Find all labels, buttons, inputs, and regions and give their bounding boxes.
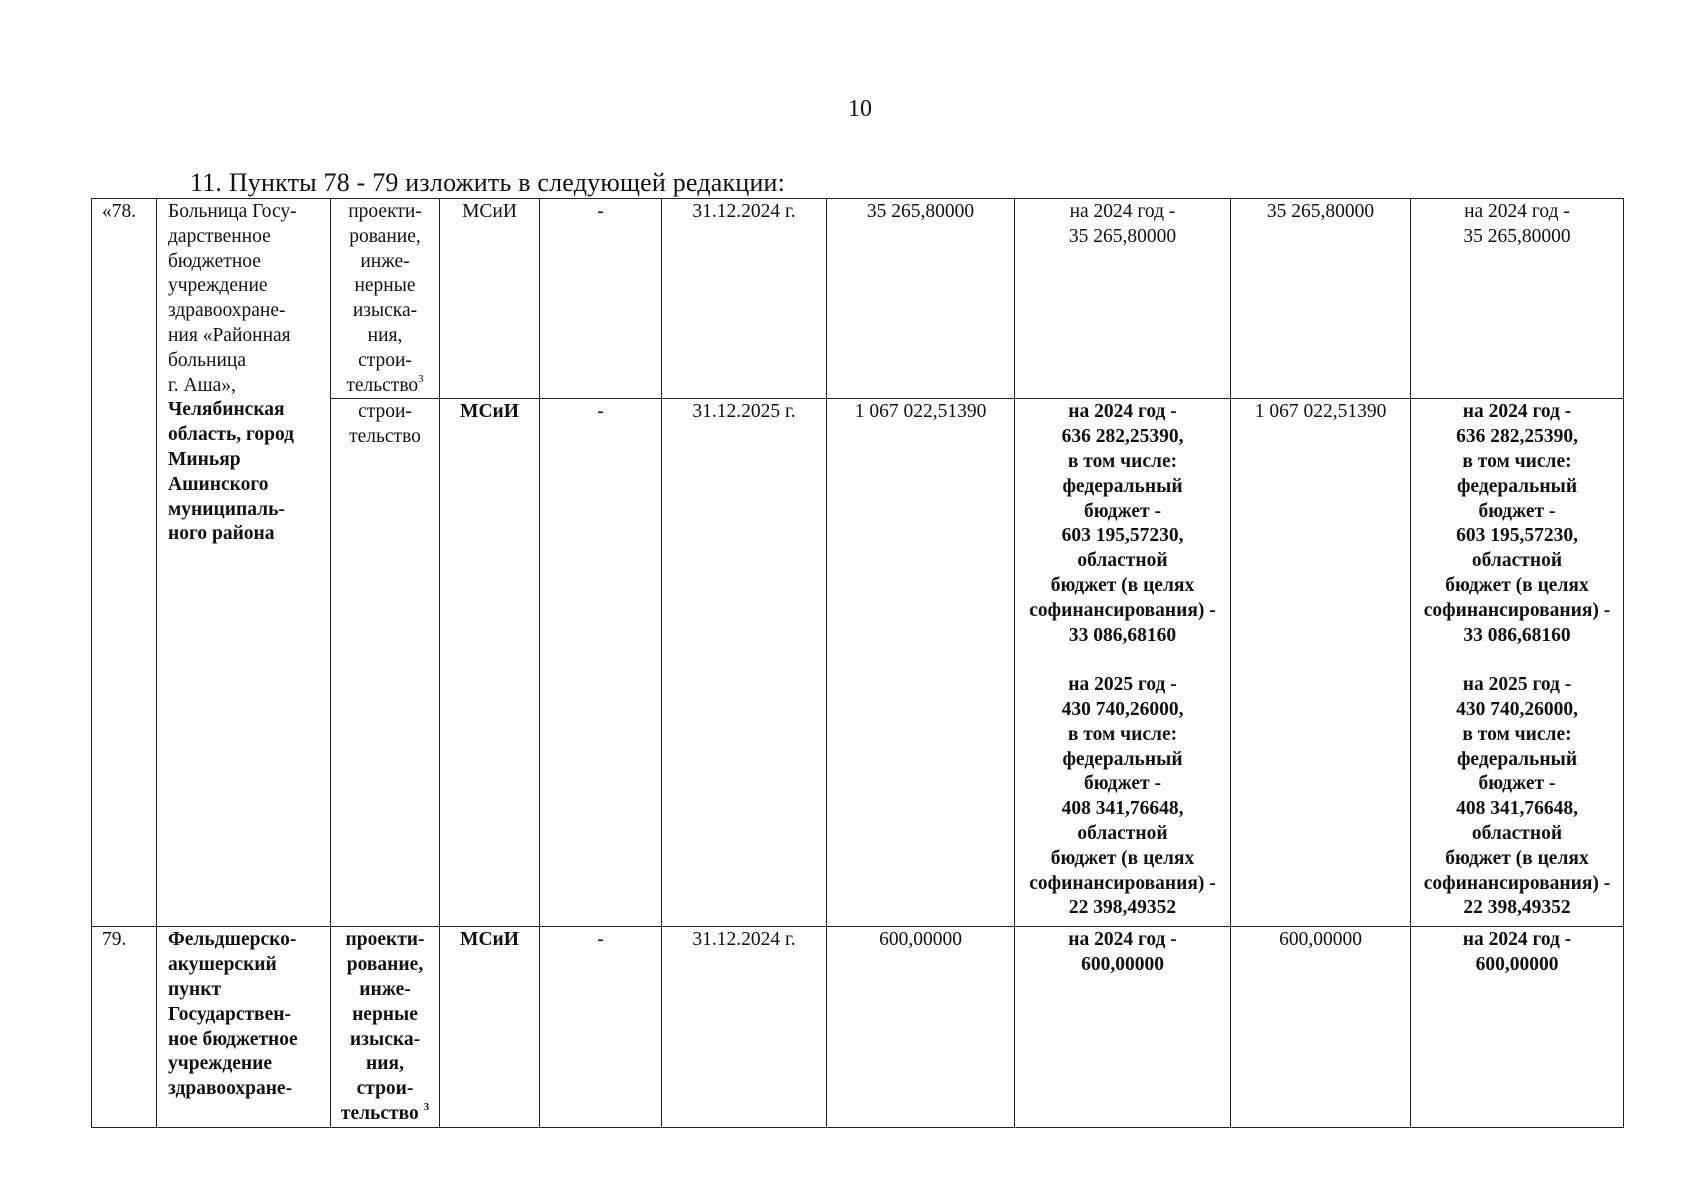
- funding-line: на 2024 год -: [1462, 401, 1572, 423]
- funding-by-year-2: [1411, 399, 1624, 927]
- object-name: [157, 199, 331, 927]
- object-line: Больница Госу-: [168, 201, 297, 222]
- funding-line: в том числе:: [1462, 723, 1572, 745]
- funding-line: федеральный: [1456, 475, 1578, 497]
- funding-line: софинансирования) -: [1423, 872, 1611, 894]
- funding-line: на 2025 год -: [1462, 674, 1572, 696]
- deadline: 31.12.2024 г.: [662, 199, 827, 399]
- funding-line: областной: [1077, 550, 1168, 572]
- work-line: строи-: [358, 401, 412, 423]
- object-line: пункт: [168, 978, 222, 1000]
- page-number: 10: [848, 96, 872, 122]
- funding-line: областной: [1471, 550, 1563, 572]
- object-line: ного района: [168, 523, 275, 545]
- blank-line: [1415, 648, 1619, 673]
- funding-line: 35 265,80000: [1463, 225, 1571, 247]
- funding-by-year: [1015, 399, 1231, 927]
- object-line: учреждение: [168, 275, 268, 297]
- funding-line: в том числе:: [1067, 450, 1178, 472]
- object-line: Фельдшерско-: [168, 929, 297, 951]
- capacity: -: [540, 399, 662, 927]
- object-line: бюджетное: [168, 250, 261, 272]
- object-line: Государствен-: [168, 1003, 291, 1025]
- object-line: муниципаль-: [168, 498, 285, 520]
- funding-line: 33 086,68160: [1463, 624, 1571, 646]
- work-type: [331, 927, 440, 1127]
- work-line: проекти-: [345, 929, 425, 951]
- customer: МСиИ: [440, 199, 540, 399]
- object-line: Челябинская: [168, 399, 285, 421]
- funding-line: бюджет -: [1084, 500, 1161, 522]
- funding-line: софинансирования) -: [1029, 872, 1216, 894]
- total-amount: 600,00000: [1231, 927, 1411, 1127]
- funding-by-year-2: [1411, 927, 1624, 1127]
- funding-line: 35 265,80000: [1068, 225, 1177, 247]
- row-number: «78.: [92, 199, 157, 927]
- funding-line: 430 740,26000,: [1061, 698, 1184, 720]
- customer: МСиИ: [440, 399, 540, 927]
- object-line: здравоохране-: [168, 1078, 293, 1100]
- funding-line: федеральный: [1456, 748, 1578, 770]
- work-line: ния,: [367, 324, 403, 346]
- object-line: Ашинского: [168, 473, 269, 495]
- funding-line: софинансирования) -: [1423, 599, 1611, 621]
- funding-line: федеральный: [1062, 475, 1183, 497]
- object-line: дарственное: [168, 225, 271, 247]
- table-row: [92, 927, 1624, 1127]
- object-line: г. Аша»,: [168, 374, 236, 396]
- funding-line: 408 341,76648,: [1456, 798, 1578, 820]
- object-line: больница: [168, 349, 246, 371]
- funding-line: 22 398,49352: [1463, 897, 1571, 919]
- funding-line: 603 195,57230,: [1061, 525, 1184, 547]
- work-line: инже-: [360, 250, 410, 272]
- object-line: область, город: [168, 424, 295, 446]
- work-line: строи-: [356, 1078, 414, 1100]
- blank-line: [1019, 648, 1226, 673]
- estimated-cost: 35 265,80000: [827, 199, 1015, 399]
- footnote-mark: 3: [418, 373, 424, 386]
- object-name: [157, 927, 331, 1127]
- work-line: нерные: [354, 275, 416, 297]
- work-line: проекти-: [348, 201, 422, 222]
- object-line: Миньяр: [168, 448, 241, 470]
- section-heading: 11. Пункты 78 - 79 изложить в следующей редакции:: [190, 168, 786, 197]
- estimated-cost: 1 067 022,51390: [827, 399, 1015, 927]
- funding-line: бюджет -: [1478, 773, 1556, 795]
- work-line: рование,: [346, 954, 424, 976]
- work-line: изыска-: [349, 1028, 421, 1050]
- funding-line: бюджет -: [1478, 500, 1556, 522]
- funding-line: на 2024 год -: [1068, 401, 1177, 423]
- work-type: [331, 399, 440, 927]
- work-last-word: тельство: [346, 374, 419, 396]
- row-number: 79.: [92, 927, 157, 1127]
- object-line: ное бюджетное: [168, 1028, 298, 1050]
- work-line: [332, 1102, 438, 1127]
- work-type: [331, 199, 440, 399]
- footnote-mark: 3: [423, 1101, 430, 1114]
- funding-line: 636 282,25390,: [1061, 426, 1184, 448]
- funding-by-year: [1015, 927, 1231, 1127]
- funding-line: на 2024 год -: [1464, 201, 1570, 222]
- total-amount: 1 067 022,51390: [1231, 399, 1411, 927]
- capacity: -: [540, 927, 662, 1127]
- investment-objects-table: [91, 198, 1624, 1128]
- funding-line: областной: [1077, 822, 1168, 844]
- funding-line: бюджет (в целях: [1050, 574, 1195, 596]
- funding-line: 636 282,25390,: [1456, 426, 1578, 448]
- object-line: акушерский: [168, 954, 277, 976]
- funding-by-year-2: [1411, 199, 1624, 399]
- customer: МСиИ: [440, 927, 540, 1127]
- work-line: [332, 374, 438, 399]
- deadline: 31.12.2024 г.: [662, 927, 827, 1127]
- work-line: тельство: [349, 426, 421, 448]
- table-row: [92, 199, 1624, 399]
- funding-line: бюджет (в целях: [1050, 847, 1195, 869]
- funding-line: на 2024 год -: [1069, 201, 1176, 222]
- funding-line: на 2024 год -: [1068, 929, 1177, 951]
- work-line: нерные: [352, 1003, 418, 1025]
- capacity: -: [540, 199, 662, 399]
- funding-line: в том числе:: [1067, 723, 1178, 745]
- work-line: изыска-: [352, 300, 418, 322]
- funding-line: 22 398,49352: [1068, 897, 1177, 919]
- object-line: здравоохране-: [168, 300, 286, 322]
- work-line: инже-: [359, 978, 411, 1000]
- funding-line: бюджет (в целях: [1445, 847, 1589, 869]
- funding-line: на 2025 год -: [1068, 674, 1177, 696]
- work-line: ния,: [366, 1053, 404, 1075]
- funding-line: на 2024 год -: [1462, 929, 1572, 951]
- object-line: ния «Районная: [168, 324, 291, 346]
- funding-by-year: [1015, 199, 1231, 399]
- funding-line: областной: [1471, 822, 1563, 844]
- work-line: рование,: [349, 225, 421, 247]
- work-last-word: тельство: [340, 1102, 419, 1124]
- funding-line: бюджет -: [1084, 773, 1161, 795]
- funding-line: в том числе:: [1462, 450, 1572, 472]
- funding-line: 408 341,76648,: [1061, 798, 1184, 820]
- funding-line: 33 086,68160: [1068, 624, 1177, 646]
- object-line: учреждение: [168, 1053, 273, 1075]
- work-line: строи-: [358, 349, 412, 371]
- funding-line: 603 195,57230,: [1456, 525, 1578, 547]
- funding-line: федеральный: [1062, 748, 1183, 770]
- deadline: 31.12.2025 г.: [662, 399, 827, 927]
- funding-line: софинансирования) -: [1029, 599, 1216, 621]
- estimated-cost: 600,00000: [827, 927, 1015, 1127]
- funding-line: 430 740,26000,: [1456, 698, 1578, 720]
- funding-line: 600,00000: [1081, 954, 1164, 976]
- funding-line: 600,00000: [1475, 954, 1559, 976]
- total-amount: 35 265,80000: [1231, 199, 1411, 399]
- funding-line: бюджет (в целях: [1445, 574, 1589, 596]
